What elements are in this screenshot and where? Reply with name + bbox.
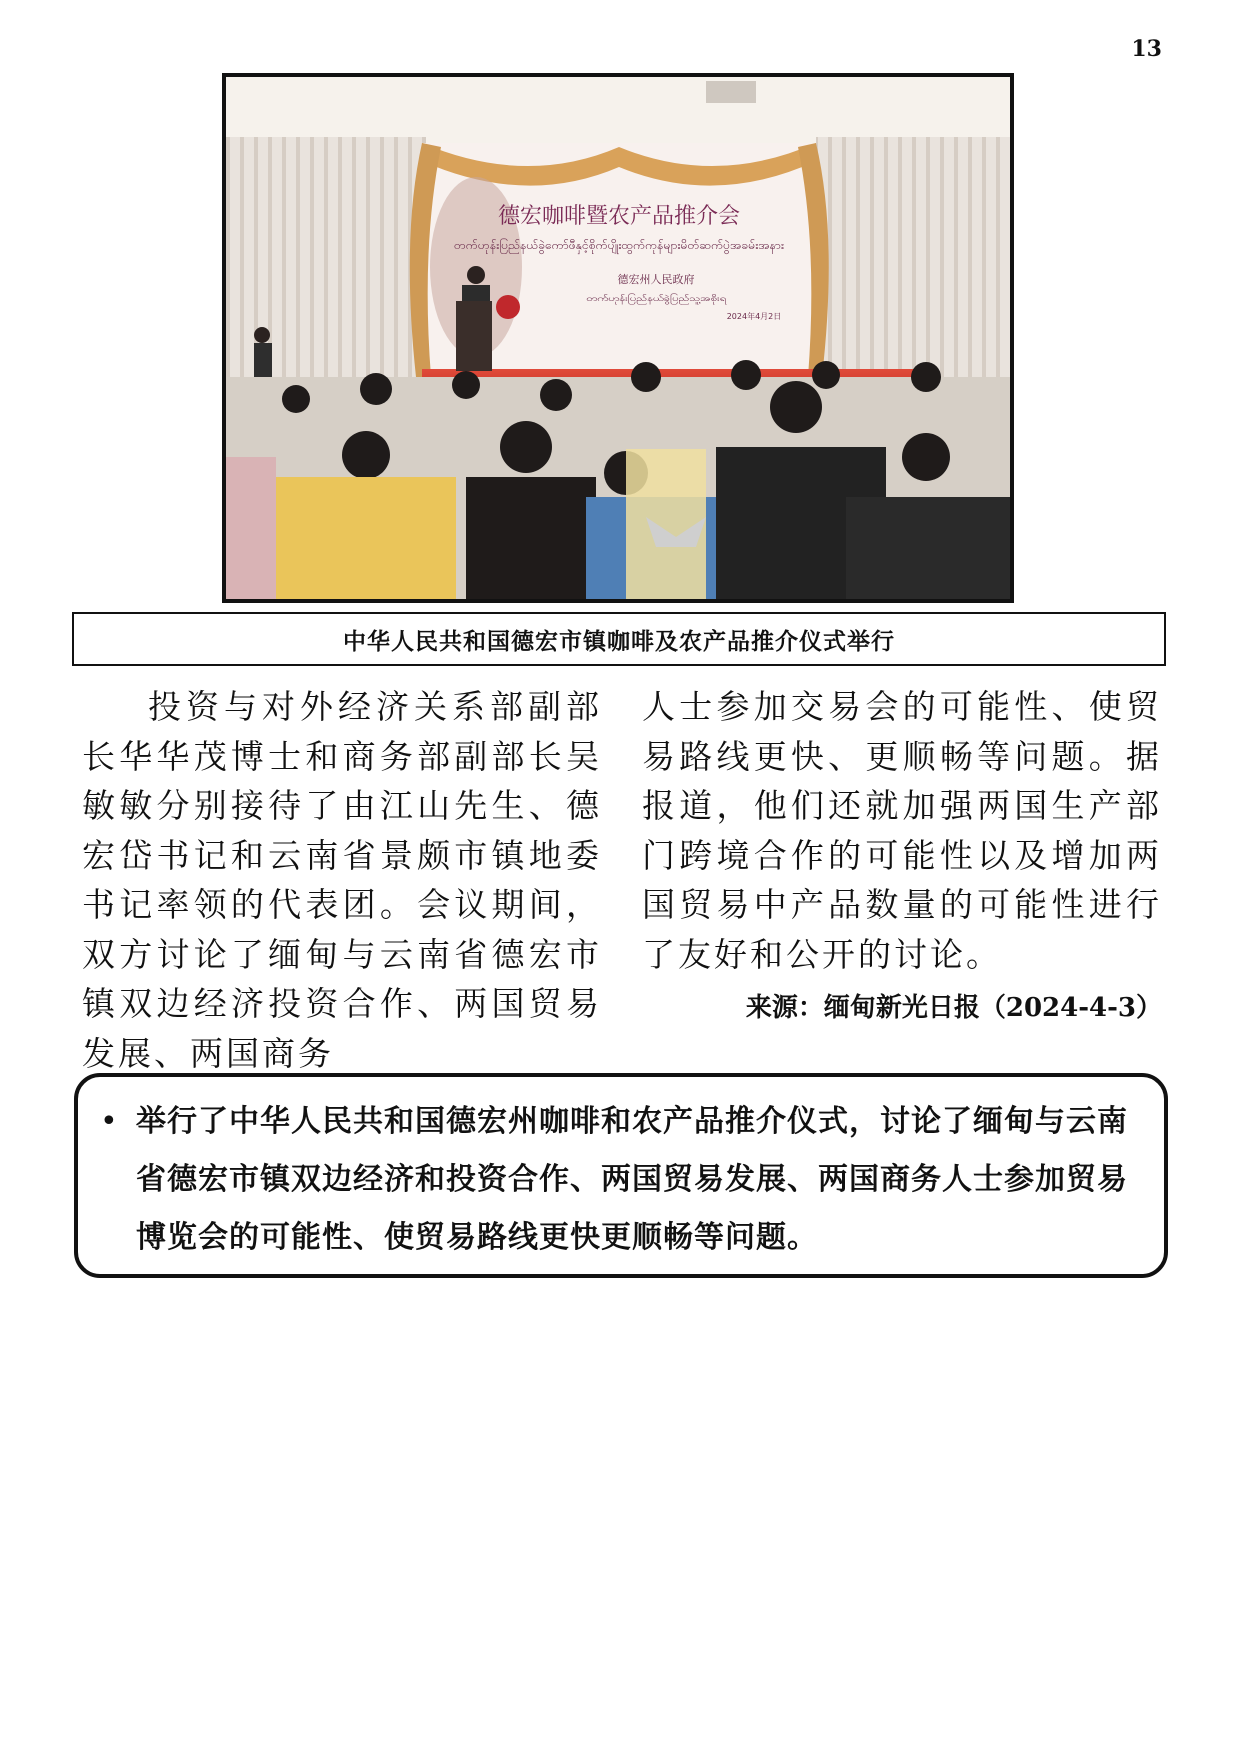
banner-title: 德宏咖啡暨农产品推介会	[497, 204, 741, 229]
banner-date: 2024年4月2日	[726, 312, 782, 321]
speaker	[467, 266, 485, 284]
summary-box	[74, 1073, 1168, 1278]
event-photo-illustration	[226, 77, 1010, 599]
banner-org-myanmar: တက်ဟုန်းပြည်နယ်ခွဲပြည်သူ့အစိုးရ	[586, 294, 686, 303]
article-column-right	[642, 682, 1162, 979]
flower-arrangement	[496, 295, 520, 319]
event-photo	[222, 73, 1014, 603]
summary-text: 举行了中华人民共和国德宏州咖啡和农产品推介仪式，讨论了缅甸与云南省德宏市镇双边经济和投资合作、两国贸易发展、两国商务人士参加贸易博览会的可能性、使贸易路线更快更顺畅等问题。	[136, 1104, 1128, 1255]
summary-bullet: •	[100, 1104, 118, 1139]
page-number: 13	[1131, 36, 1162, 62]
article-paragraph-right: 人士参加交易会的可能性、使贸易路线更快、更顺畅等问题。据报道，他们还就加强两国生产部门跨境合作的可能性以及增加两国贸易中产品数量的可能性进行了友好和公开的讨论。	[642, 687, 1162, 974]
banner-myanmar: တက်ဟုန်းပြည်နယ်ခွဲကော်ဖီနှင့်စိုက်ပျိုးထွက်ကုန်များမိတ်ဆက်ပွဲအခမ်းအနား	[454, 239, 752, 252]
chair-cover	[626, 449, 706, 599]
photo-caption	[72, 612, 1166, 666]
article-paragraph-left: 投资与对外经济关系部副部长华华茂博士和商务部副部长吴敏敏分别接待了由江山先生、德宏岱书记和云南省景颇市镇地委书记率领的代表团。会议期间，双方讨论了缅甸与云南省德宏市镇双边经济投资合作、两国贸易发展、两国商务	[82, 687, 602, 1073]
podium	[456, 301, 492, 371]
ceiling	[226, 77, 1010, 147]
article-column-left	[82, 682, 602, 1078]
photo-caption-text: 中华人民共和国德宏市镇咖啡及农产品推介仪式举行	[343, 627, 895, 655]
right-curtain	[816, 137, 1010, 397]
article-source: 来源：缅甸新光日报（2024-4-3）	[745, 993, 1162, 1023]
banner-org: 德宏州人民政府	[617, 273, 695, 286]
